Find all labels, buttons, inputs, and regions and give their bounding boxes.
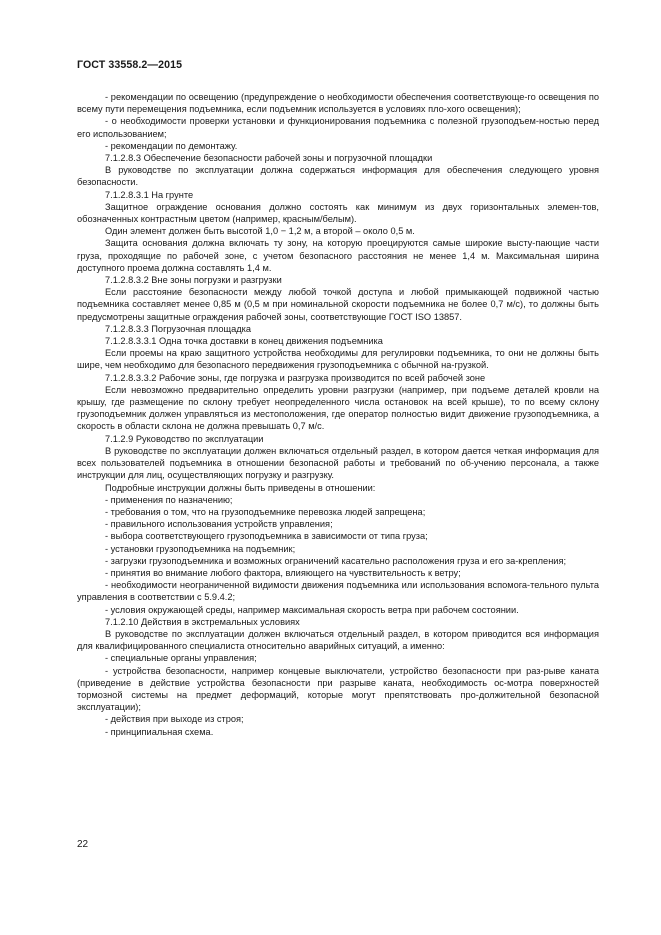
paragraph: Если проемы на краю защитного устройства необходимы для регулировки подъемника, то они не должны быть шире, чем необходимо для безопасного передвижения грузоподъемника с обычной на-грузкой. (77, 348, 599, 371)
document-body (77, 91, 599, 738)
section-heading: 7.1.2.8.3.3.1 Одна точка доставки в конец движения подъемника (105, 336, 383, 347)
list-item: - принципиальная схема. (105, 726, 214, 737)
paragraph: Если расстояние безопасности между любой точкой доступа и любой примыкающей подвижной частью подъемника составляет менее 0,85 м (0,5 м при номинальной скорости подъемника не более 0,7 м/с), то должны быть предусмотрены защитные ограждения рабочей зоны, соответствующие ГОСТ ISO 13857. (77, 287, 599, 322)
paragraph: В руководстве по эксплуатации должен включаться отдельный раздел, в котором дается четкая информация для всех пользователей подъемника в отношении безопасной работы и требований по об-учению персонала, а также инструкции для лиц, осуществляющих погрузку и разгрузку. (77, 445, 599, 481)
list-item: - выбора соответствующего грузоподъемника в зависимости от типа груза; (105, 531, 428, 542)
section-heading: 7.1.2.8.3.3 Погрузочная площадка (105, 323, 252, 334)
list-item: - специальные органы управления; (105, 653, 257, 664)
paragraph: В руководстве по эксплуатации должна содержаться информация для обеспечения следующего уровня безопасности. (77, 165, 599, 188)
paragraph: Защитное ограждение основания должно состоять как минимум из двух горизонтальных элемен-тов, обозначенных контрастным цветом (например, красным/белым). (77, 201, 599, 225)
paragraph: - рекомендации по освещению (предупреждение о необходимости обеспечения соответствующе-го освещения по всему пути перемещения подъемника, если подъемник используется в условиях пло-хого освещения); (77, 92, 599, 115)
list-item: - требования о том, что на грузоподъемнике перевозка людей запрещена; (105, 506, 426, 517)
section-heading: 7.1.2.8.3 Обеспечение безопасности рабочей зоны и погрузочной площадки (105, 153, 433, 164)
list-item: - устройства безопасности, например концевые выключатели, устройство безопасности при раз-рыве каната (приведение в действие устройства безопасности при разрыве каната, необходимость ос-мотра поверхностей тормозной системы на предмет деформаций, которые могут препятствовать про-должительной безопасной эксплуатации); (77, 665, 599, 713)
section-heading: 7.1.2.9 Руководство по эксплуатации (105, 433, 264, 444)
section-heading: 7.1.2.10 Действия в экстремальных условиях (105, 616, 300, 627)
paragraph: Защита основания должна включать ту зону, на которую проецируются самые широкие высту-пающие части груза, проходящие по рабочей зоне, с учетом безопасного расстояния не менее 1,4 м. Максимальная ширина доступного проема должна составлять 1,4 м. (77, 238, 599, 273)
paragraph: Один элемент должен быть высотой 1,0 − 1,2 м, а второй – около 0,5 м. (105, 226, 415, 237)
paragraph: В руководстве по эксплуатации должен включаться отдельный раздел, в котором приводится вся информация для квалифицированного специалиста относительно аварийных ситуаций, а именно: (77, 628, 599, 652)
list-item: - необходимости неограниченной видимости движения подъемника или использования вспомога-тельного пульта управления в соответствии с 5.9.4.2; (77, 580, 599, 603)
paragraph: Подробные инструкции должны быть приведены в отношении: (105, 482, 376, 493)
paragraph: - рекомендации по демонтажу. (105, 140, 238, 151)
paragraph: - о необходимости проверки установки и функционирования подъемника с полезной грузоподъем-ностью перед его использованием; (77, 116, 599, 139)
section-heading: 7.1.2.8.3.3.2 Рабочие зоны, где погрузка и разгрузка производится по всей рабочей зоне (105, 372, 486, 383)
list-item: - загрузки грузоподъемника и возможных ограничений касательно расположения груза и его за-крепления; (105, 555, 567, 566)
list-item: - условия окружающей среды, например максимальная скорость ветра при рабочем состоянии. (105, 604, 519, 615)
section-heading: 7.1.2.8.3.1 На грунте (105, 189, 194, 200)
list-item: - правильного использования устройств управления; (105, 519, 333, 530)
section-heading: 7.1.2.8.3.2 Вне зоны погрузки и разгрузки (105, 275, 282, 286)
page-number: 22 (77, 839, 89, 850)
list-item: - применения по назначению; (105, 494, 233, 505)
list-item: - установки грузоподъемника на подъемник; (105, 543, 296, 554)
paragraph: Если невозможно предварительно определить уровни разгрузки (например, при подъеме деталей кровли на крышу, где размещение по склону требует неопределенного числа остановок на всей крыше), то по всему склону грузоподъемник должен управляться из местоположения, где оператор полностью видит движение грузоподъемника, а скорость в области склона не должна превышать 0,7 м/с. (77, 384, 599, 432)
list-item: - действия при выходе из строя; (105, 714, 244, 725)
list-item: - принятия во внимание любого фактора, влияющего на чувствительность к ветру; (105, 567, 461, 578)
document-header: ГОСТ 33558.2—2015 (77, 59, 183, 71)
